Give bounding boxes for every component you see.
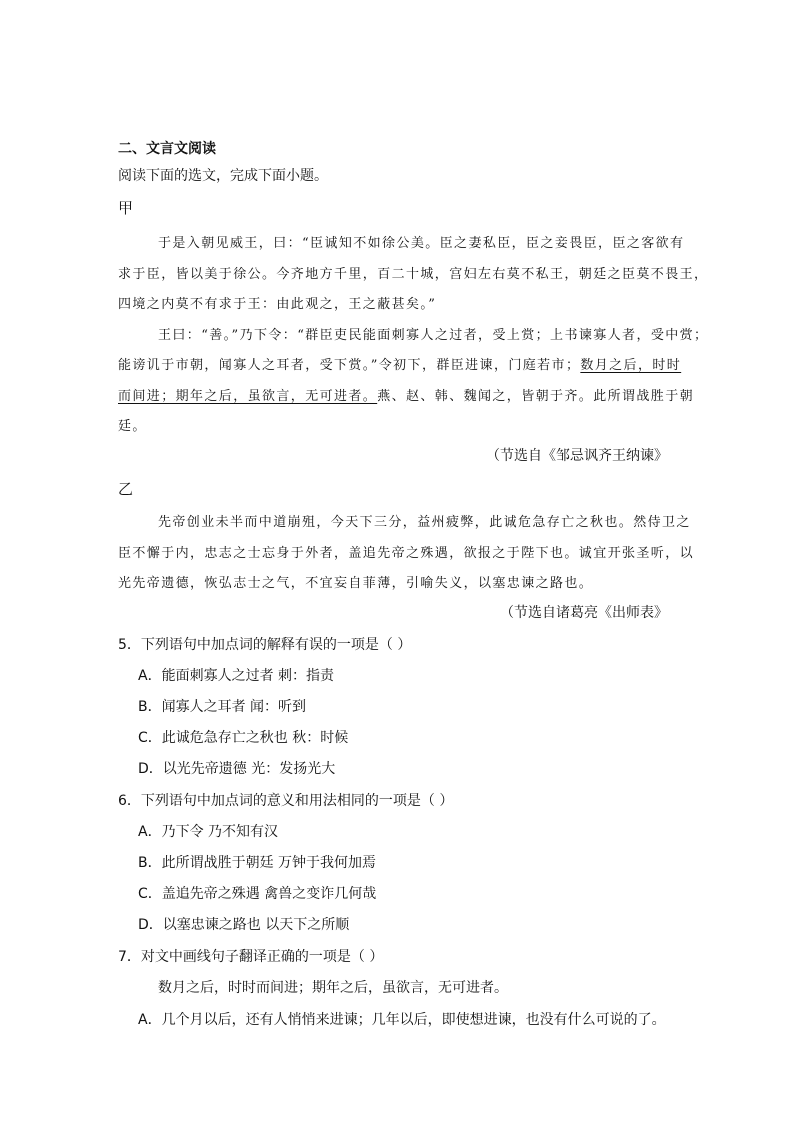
question-7-option-a: A．几个月以后，还有人悄悄来进谏；几年以后，即使想进谏，也没有什么可说的了。 xyxy=(138,1012,666,1028)
question-6-option-a: A．乃下令 乃不知有汉 xyxy=(138,824,279,840)
passage-a-line: 求于臣，皆以美于徐公。今齐地方千里，百二十城，宫妇左右莫不私王，朝廷之臣莫不畏王， xyxy=(118,267,709,282)
passage-b-line: 先帝创业未半而中道崩殂，今天下三分，益州疲弊，此诚危急存亡之秋也。然侍卫之 xyxy=(158,515,691,530)
question-6-option-b: B．此所谓战胜于朝廷 万钟于我何加焉 xyxy=(138,855,377,871)
section-instruction: 阅读下面的选文，完成下面小题。 xyxy=(118,168,328,184)
question-6-stem: 6．下列语句中加点词的意义和用法相同的一项是（ ） xyxy=(118,793,454,809)
question-5-option-b: B．闻寡人之耳者 闻：听到 xyxy=(138,699,307,715)
passage-a-source: （节选自《邹忌讽齐王纳谏》 xyxy=(486,448,668,464)
section-heading: 二、文言文阅读 xyxy=(118,141,216,157)
underlined-sentence-part: 数月之后，时时 xyxy=(580,358,682,373)
passage-a-line: 王曰：“善。”乃下令：“群臣吏民能面刺寡人之过者，受上赏；上书谏寡人者，受中赏； xyxy=(158,328,709,343)
question-5-option-a: A．能面刺寡人之过者 刺：指责 xyxy=(138,668,335,684)
passage-a-line xyxy=(118,354,681,373)
passage-b-source: （节选自诸葛亮《出师表》 xyxy=(500,605,668,621)
passage-a-line: 四境之内莫不有求于王：由此观之，王之蔽甚矣。” xyxy=(118,297,437,312)
question-5-stem: 5．下列语句中加点词的解释有误的一项是（ ） xyxy=(118,637,412,653)
question-5-option-c: C．此诚危急存亡之秋也 秋：时候 xyxy=(138,730,349,746)
question-5-option-d: D．以光先帝遗德 光：发扬光大 xyxy=(138,761,336,777)
question-6-option-c: C．盖追先帝之殊遇 禽兽之变诈几何哉 xyxy=(138,886,377,902)
passage-b-line: 臣不懈于内，忠志之士忘身于外者，盖追先帝之殊遇，欲报之于陛下也。诚宜开张圣听，以 xyxy=(118,546,695,561)
passage-b-line: 光先帝遗德，恢弘志士之气，不宜妄自菲薄，引喻失义，以塞忠谏之路也。 xyxy=(118,576,594,591)
question-7-quote: 数月之后，时时而间进；期年之后，虽欲言，无可进者。 xyxy=(158,980,508,996)
passage-a-line xyxy=(118,385,694,404)
passage-a-line: 廷。 xyxy=(118,419,147,434)
underlined-sentence-part: 而间进；期年之后，虽欲言，无可进者。 xyxy=(118,389,378,404)
passage-a-line-text: 能谤讥于市朝，闻寡人之耳者，受下赏。”令初下，群臣进谏，门庭若市； xyxy=(118,358,581,373)
passage-a-line-text: 燕、赵、韩、魏闻之，皆朝于齐。此所谓战胜于朝 xyxy=(377,389,695,404)
question-7-stem: 7．对文中画线句子翻译正确的一项是（ ） xyxy=(118,949,384,965)
question-6-option-d: D．以塞忠谏之路也 以天下之所顺 xyxy=(138,917,350,933)
passage-a-label: 甲 xyxy=(118,199,134,217)
passage-a-line: 于是入朝见威王，曰：“臣诚知不如徐公美。臣之妻私臣，臣之妾畏臣，臣之客欲有 xyxy=(158,236,685,251)
passage-b-label: 乙 xyxy=(118,480,134,498)
